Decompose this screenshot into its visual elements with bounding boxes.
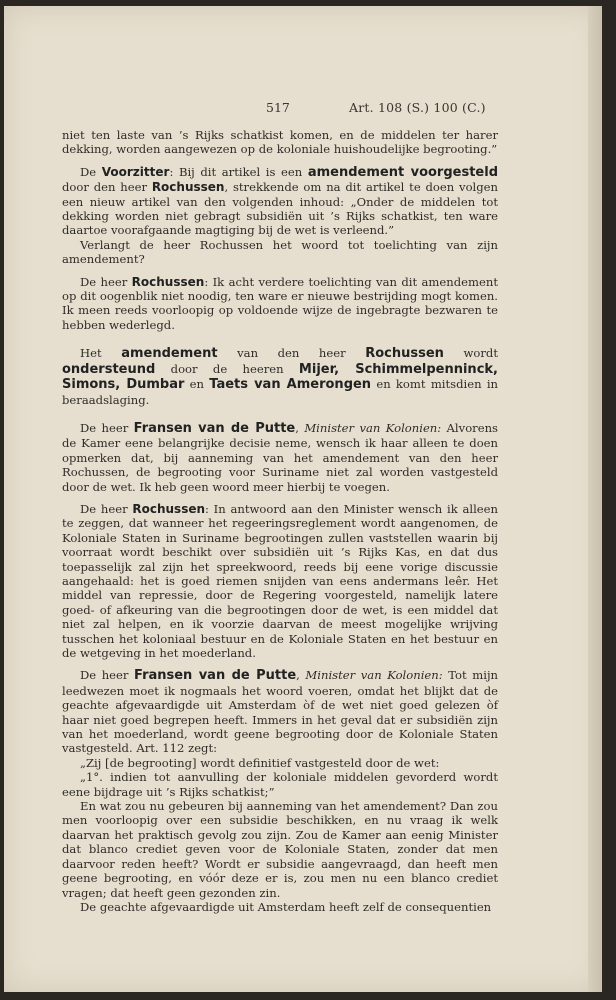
paragraph-6 — [62, 421, 498, 494]
paragraph-10 — [62, 770, 498, 799]
paragraph-2 — [62, 165, 498, 238]
speaker-name: Fransen van de Putte — [133, 420, 296, 436]
text-run: Tot mijn leedwezen moet ik nogmaals het woord voeren, omdat het blijkt dat de geachte afgevaardigde uit Amsterdam òf de wet niet goed gelezen òf haar niet goed begrepen heeft. Immers in het geval dat er subsidiën zijn van het moederland, wordt geene begrooting door de Koloniale Staten vastgesteld. Art. 112 zegt: — [62, 668, 499, 756]
paragraph-11 — [62, 799, 498, 900]
speaker-name: Voorzitter — [101, 164, 170, 179]
text-run: en komt mitsdien in beraadslaging. — [62, 377, 499, 407]
text-run: door den heer — [62, 180, 152, 195]
quote-text: „Zij [de begrooting] wordt definitief vastgesteld door de wet: — [80, 755, 440, 770]
text-run: door de heeren — [155, 361, 299, 376]
text-run: : Bij dit artikel is een — [169, 164, 308, 179]
body-text — [62, 128, 498, 914]
text-run: niet ten laste van ’s Rijks schatkist komen, en de middelen ter harer dekking, worden aangewezen op de koloniale huishoudelijke begrooting.” — [62, 128, 498, 157]
paragraph-1 — [62, 128, 498, 157]
paragraph-7 — [62, 502, 498, 660]
article-reference: Art. 108 (S.) 100 (C.) — [349, 100, 486, 115]
paragraph-5 — [62, 346, 498, 407]
page-edge — [588, 6, 602, 992]
member-names: Mijer, Schimmelpenninck, Simons, Dumbar — [62, 361, 498, 393]
text-run: De heer — [80, 501, 133, 516]
text-run: Het — [80, 346, 122, 361]
quote-text: „1°. indien tot aanvulling der koloniale middelen gevorderd wordt eene bijdrage uit ’s Rijks schatkist;” — [62, 770, 498, 799]
speaker-name: Rochussen — [132, 501, 206, 516]
text-run: De heer — [80, 274, 132, 289]
emphasis-text: amendement voorgesteld — [307, 164, 498, 180]
speaker-name: Rochussen — [365, 346, 444, 362]
text-run: wordt — [443, 346, 498, 361]
text-run: Verlangt de heer Rochussen het woord tot toelichting van zijn amendement? — [62, 237, 498, 267]
speaker-title: Minister van Kolonien: — [305, 668, 443, 683]
text-run: , — [296, 668, 306, 683]
text-run: : In antwoord aan den Minister wensch ik alleen te zeggen, dat wanneer het regeeringsreglement wordt aangenomen, de Koloniale Staten in Suriname begrootingen zullen vaststellen waarin bij voorraat wordt beschikt over subsidiën uit ’s Rijks Kas, en dat dus toepasselijk zal zijn het spreekwoord, reeds bij eene vorige discussie aangehaald: het is goed riemen snijden van eens andermans leêr. Het middel van repressie, door de Regering voorgesteld, namelijk latere goed- of afkeuring van die begrootingen door de wet, is een middel dat niet zal helpen, en ik voorzie daarvan de meest mogelijke wrijving tusschen het koloniaal bestuur en de Koloniale Staten en het bestuur en de wetgeving in het moederland. — [62, 501, 498, 660]
emphasis-text: amendement — [121, 346, 218, 362]
emphasis-text: ondersteund — [62, 361, 156, 377]
paragraph-8 — [62, 668, 498, 755]
paragraph-9 — [62, 756, 498, 770]
book-page — [4, 6, 602, 992]
text-run: en — [184, 377, 210, 392]
text-run: De geachte afgevaardigde uit Amsterdam heeft zelf de consequentien — [80, 899, 492, 914]
text-run: En wat zou nu gebeuren bij aanneming van het amendement? Dan zou men voorloopig over een subsidie beschikken, en nu vraag ik welk daarvan het praktisch gevolg zou zijn. Zou de Kamer aan eenig Minister dat blanco crediet geven voor de Koloniale Staten, zonder dat men daarvoor reden heeft? Wordt er subsidie aangevraagd, dan heeft men geene begrooting, en vóór deze er is, zou men nu een blanco crediet vragen; dat heeft geen gezonden zin. — [62, 799, 498, 900]
page-number: 517 — [266, 100, 290, 115]
speaker-name: Rochussen — [151, 180, 225, 195]
speaker-name: Fransen van de Putte — [134, 668, 297, 684]
text-run: Alvorens de Kamer eene belangrijke decisie neme, wensch ik haar alleen te doen opmerken dat, bij aanneming van het amendement van den heer Rochussen, de begrooting voor Suriname niet zal worden vastgesteld door de wet. Ik heb geen woord meer hierbij te voegen. — [62, 420, 498, 494]
speaker-name: Rochussen — [131, 274, 205, 289]
text-run: , — [295, 420, 305, 435]
speaker-title: Minister van Kolonien: — [304, 420, 442, 435]
paragraph-4 — [62, 275, 498, 333]
text-run: De — [80, 164, 102, 179]
text-run: van den heer — [217, 346, 366, 361]
paragraph-12 — [62, 900, 498, 914]
paragraph-3 — [62, 238, 498, 267]
text-run: : Ik acht verdere toelichting van dit amendement op dit oogenblik niet noodig, ten ware er nieuwe bestrijding mogt komen. Ik meen reeds voorloopig op voldoende wijze de ingebragte bezwaren te hebben wederlegd. — [62, 274, 498, 332]
text-run: De heer — [80, 668, 135, 683]
text-run: De heer — [80, 420, 134, 435]
member-names: Taets van Amerongen — [209, 377, 372, 393]
text-run: , strekkende om na dit artikel te doen volgen een nieuw artikel van den volgenden inhoud: „Onder de middelen tot dekking worden niet gebragt subsidiën uit ’s Rijks schatkist, ten ware daartoe voorafgaande magtiging bij de wet is verleend.” — [62, 180, 499, 238]
